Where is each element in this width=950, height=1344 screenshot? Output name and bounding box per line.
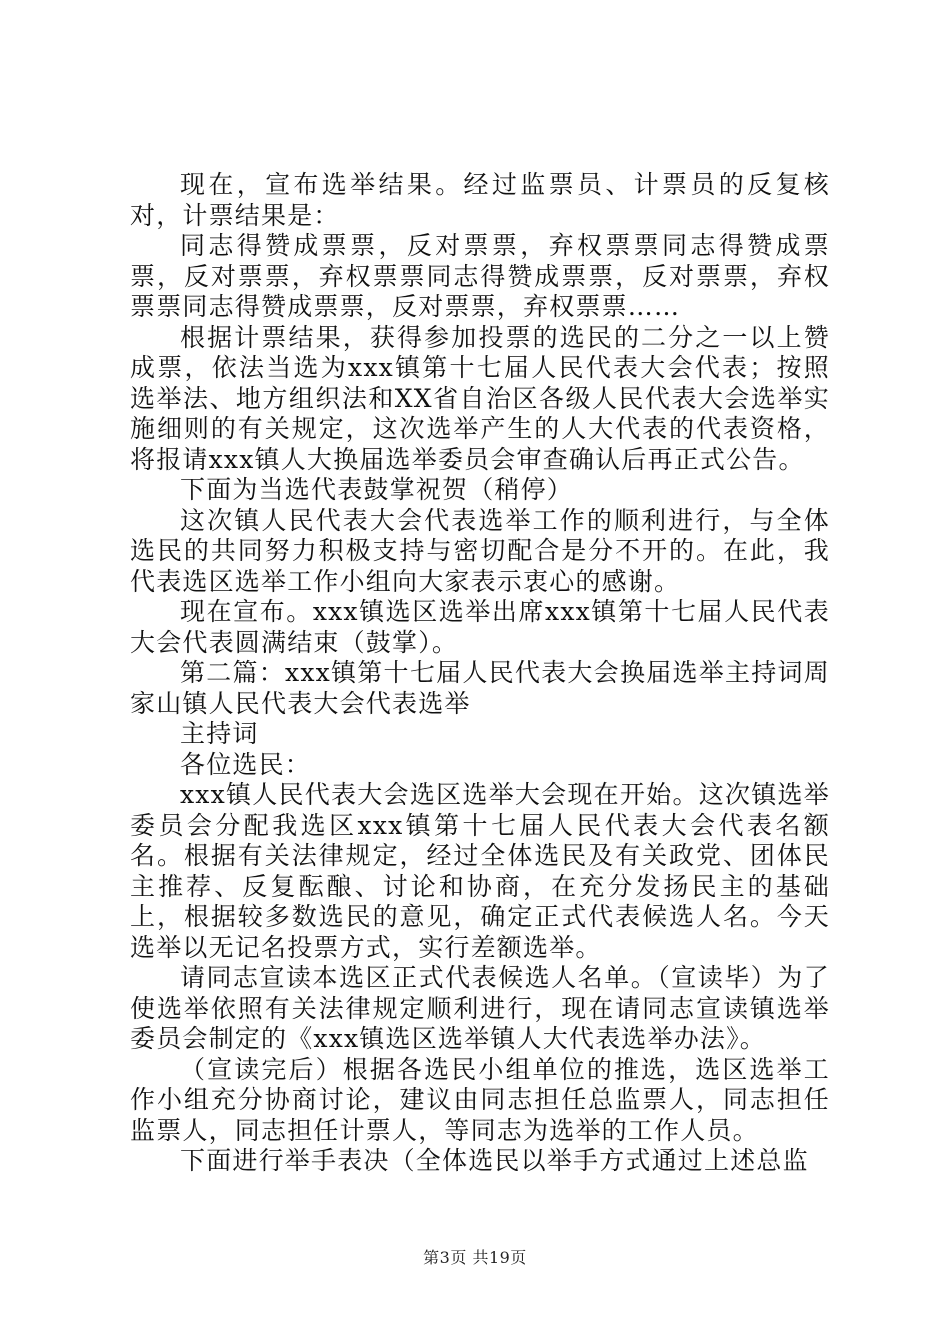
paragraph-meeting-opening: xxx镇人民代表大会选区选举大会现在开始。这次镇选举委员会分配我选区xxx镇第十七届人民代表大会代表名额名。根据有关法律规定，经过全体选民及有关政党、团体民主推荐、反复酝酿、讨论和协商，在充分发扬民主的基础上，根据较多数选民的意见，确定正式代表候选人名。今天选举以无记名投票方式，实行差额选举。 [130,780,830,962]
paragraph-closing: 现在宣布。xxx镇选区选举出席xxx镇第十七届人民代表大会代表圆满结束（鼓掌）。 [130,597,830,657]
paragraph-staff-proposal: （宣读完后）根据各选民小组单位的推选，选区选举工作小组充分协商讨论，建议由同志担任总监票人，同志担任监票人，同志担任计票人，等同志为选举的工作人员。 [130,1054,830,1145]
paragraph-election-result-intro: 现在，宣布选举结果。经过监票员、计票员的反复核对，计票结果是： [130,170,830,230]
paragraph-elected-announcement: 根据计票结果，获得参加投票的选民的二分之一以上赞成票，依法当选为xxx镇第十七届人民代表大会代表；按照选举法、地方组织法和XX省自治区各级人民代表大会选举实施细则的有关规定，这次选举产生的人大代表的代表资格，将报请xxx镇人大换届选举委员会审查确认后再正式公告。 [130,322,830,474]
paragraph-candidate-list: 请同志宣读本选区正式代表候选人名单。（宣读毕）为了使选举依照有关法律规定顺利进行，现在请同志宣读镇选举委员会制定的《xxx镇选区选举镇人大代表选举办法》。 [130,963,830,1053]
paragraph-show-of-hands: 下面进行举手表决（全体选民以举手方式通过上述总监 [180,1146,809,1175]
paragraph-salutation: 各位选民： [180,749,312,779]
page-number-footer: 第3页 共19页 [423,1248,527,1267]
section-heading-part-two: 第二篇：xxx镇第十七届人民代表大会换届选举主持词周家山镇人民代表大会代表选举 [130,658,830,718]
paragraph-vote-counts: 同志得赞成票票，反对票票，弃权票票同志得赞成票票，反对票票，弃权票票同志得赞成票票，反对票票，弃权票票同志得赞成票票，反对票票，弃权票票…… [130,231,830,321]
paragraph-thanks: 这次镇人民代表大会代表选举工作的顺利进行，与全体选民的共同努力积极支持与密切配合是分不开的。在此，我代表选区选举工作小组向大家表示衷心的感谢。 [130,505,830,596]
paragraph-applause: 下面为当选代表鼓掌祝贺（稍停） [180,475,574,504]
section-subheading-host-speech: 主持词 [180,719,259,748]
document-body [130,170,830,1177]
